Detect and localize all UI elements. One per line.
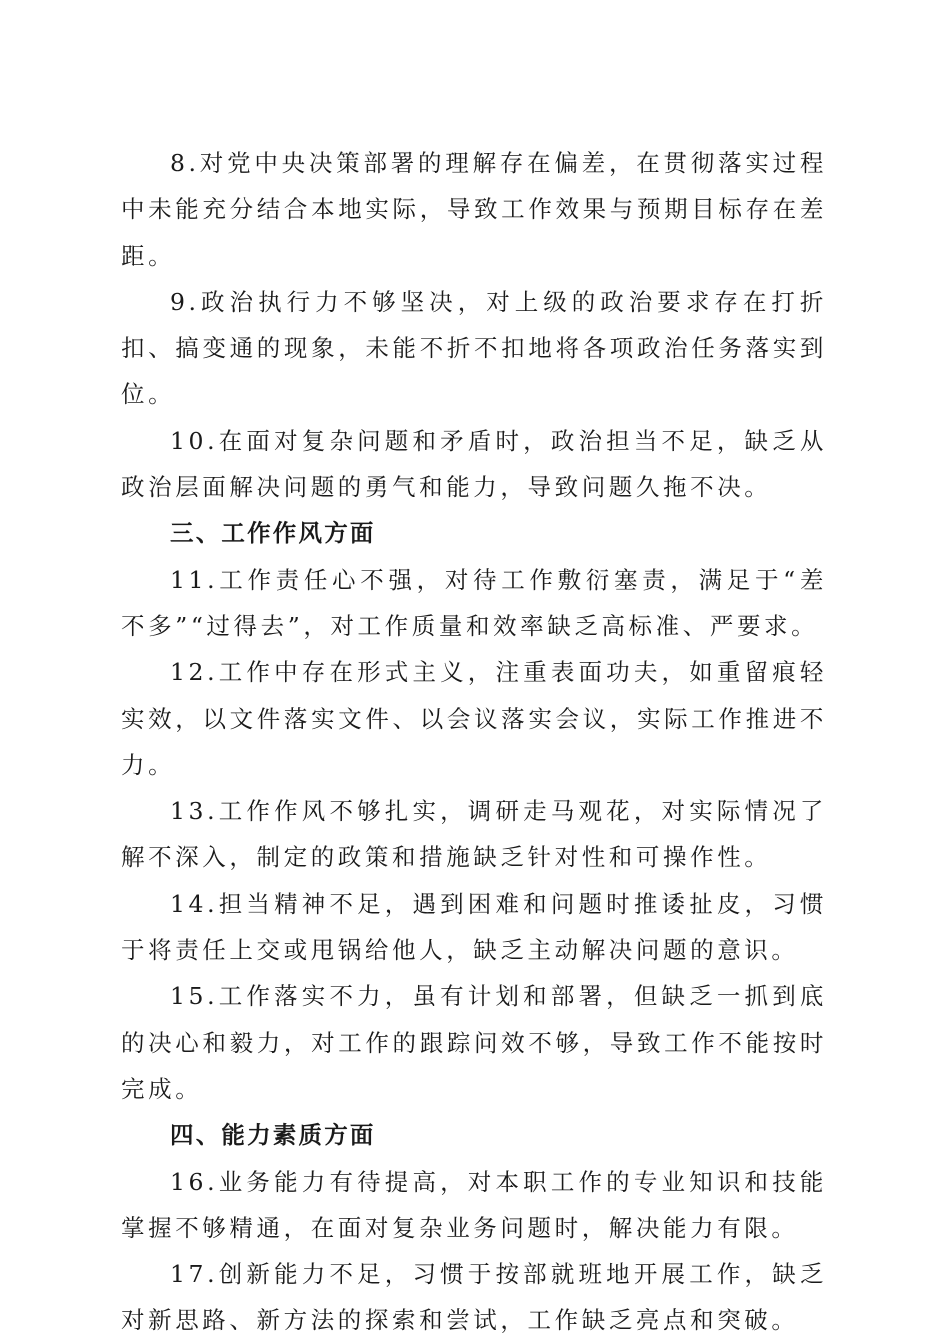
paragraph-item-9: 9.政治执行力不够坚决，对上级的政治要求存在打折扣、搞变通的现象，未能不折不扣地将各项政治任务落实到位。 (121, 287, 827, 409)
paragraph-item-10: 10.在面对复杂问题和矛盾时，政治担当不足，缺乏从政治层面解决问题的勇气和能力，导致问题久拖不决。 (121, 426, 827, 502)
paragraph-item-12: 12.工作中存在形式主义，注重表面功夫，如重留痕轻实效，以文件落实文件、以会议落实会议，实际工作推进不力。 (121, 658, 827, 779)
paragraph-item-17: 17.创新能力不足，习惯于按部就班地开展工作，缺乏对新思路、新方法的探索和尝试，工作缺乏亮点和突破。 (121, 1260, 827, 1335)
document-body (121, 140, 827, 1344)
paragraph-item-16: 16.业务能力有待提高，对本职工作的专业知识和技能掌握不够精通，在面对复杂业务问题时，解决能力有限。 (121, 1167, 827, 1242)
section-heading-ability: 四、能力素质方面 (170, 1121, 376, 1150)
paragraph-item-11: 11.工作责任心不强，对待工作敷衍塞责，满足于“差不多”“过得去”，对工作质量和效率缺乏高标准、严要求。 (121, 565, 827, 640)
paragraph-item-13: 13.工作作风不够扎实，调研走马观花，对实际情况了解不深入，制定的政策和措施缺乏针对性和可操作性。 (121, 797, 827, 872)
paragraph-item-15: 15.工作落实不力，虽有计划和部署，但缺乏一抓到底的决心和毅力，对工作的跟踪问效不够，导致工作不能按时完成。 (121, 982, 827, 1103)
section-heading-work-style: 三、工作作风方面 (170, 519, 376, 548)
paragraph-item-8: 8.对党中央决策部署的理解存在偏差，在贯彻落实过程中未能充分结合本地实际，导致工作效果与预期目标存在差距。 (121, 149, 827, 270)
paragraph-item-14: 14.担当精神不足，遇到困难和问题时推诿扯皮，习惯于将责任上交或甩锅给他人，缺乏主动解决问题的意识。 (121, 889, 827, 965)
